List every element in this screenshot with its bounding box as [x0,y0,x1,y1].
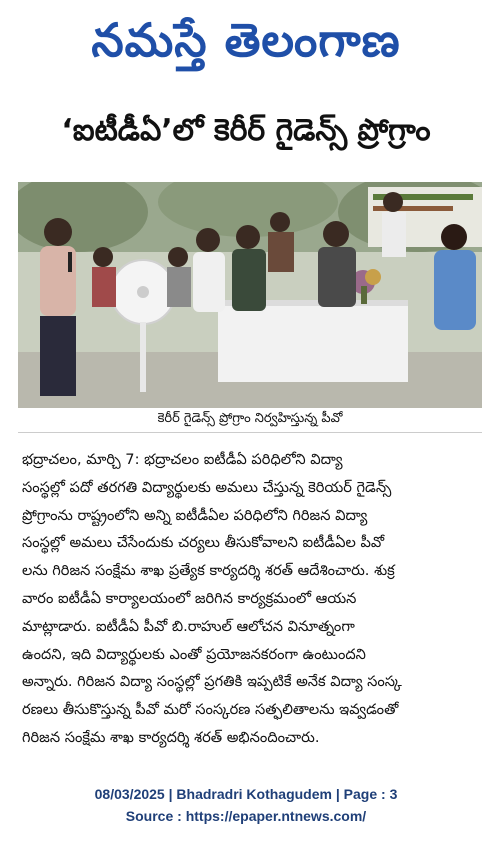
body-line: గిరిజన సంక్షేమ శాఖ కార్యదర్శి శరత్ అభినందించారు. [22,728,320,746]
body-line: అన్నారు. గిరిజన విద్యా సంస్థల్లో ప్రగతికి ఇప్పటికే అనేక విద్యా సంస్క [22,673,402,691]
body-line: ఉందని, ఇది విద్యార్థులకు ఎంతో ప్రయోజనకరంగా ఉంటుందని [22,645,366,663]
body-line: మాట్లాడారు. ఐటీడీఏ పీవో బి.రాహుల్ ఆలోచన వినూత్నంగా [22,617,355,635]
newspaper-title: నమస్తే తెలంగాణ [91,13,401,67]
article-body [22,446,482,752]
body-line: ప్రోగ్రాంను రాష్ట్రంలోని అన్ని ఐటీడీఏల పరిధిలోని గిరిజన విద్యా [22,506,368,524]
photo-caption: కెరీర్ గైడెన్స్ ప్రోగ్రాం నిర్వహిస్తున్న పీవో [18,408,482,433]
body-line: భద్రాచలం, మార్చి 7: భద్రాచలం ఐటీడీఏ పరిధిలోని విద్యా [22,451,343,468]
body-line: సంస్థల్లో పదో తరగతి విద్యార్థులకు అమలు చేస్తున్న కెరియర్ గైడెన్స్ [22,478,392,496]
source-link[interactable]: Source : https://epaper.ntnews.com/ [125,808,367,824]
headline-text: ‘ఐటీడీఏ’లో కెరీర్ గైడెన్స్ ప్రోగ్రాం [61,113,431,148]
event-photo-illustration [18,182,482,408]
masthead [0,0,492,92]
body-line: రణలు తీసుకొస్తున్న పీవో మరో సంస్కరణ సత్ఫలితాలను ఇవ్వడంతో [22,701,399,719]
publication-meta: 08/03/2025 | Bhadradri Kothagudem | Page : 3 [94,786,398,802]
body-line: లను గిరిజన సంక్షేమ శాఖ ప్రత్యేక కార్యదర్శి శరత్ ఆదేశించారు. శుక్ర [22,562,395,580]
article-photo [18,182,482,408]
body-line: సంస్థల్లో అమలు చేసేందుకు చర్యలు తీసుకోవాలని ఐటీడీఏల పీవో [22,534,385,552]
body-line: వారం ఐటీడీఏ కార్యాలయంలో జరిగిన కార్యక్రమంలో ఆయన [22,589,357,607]
article-headline [0,104,492,164]
